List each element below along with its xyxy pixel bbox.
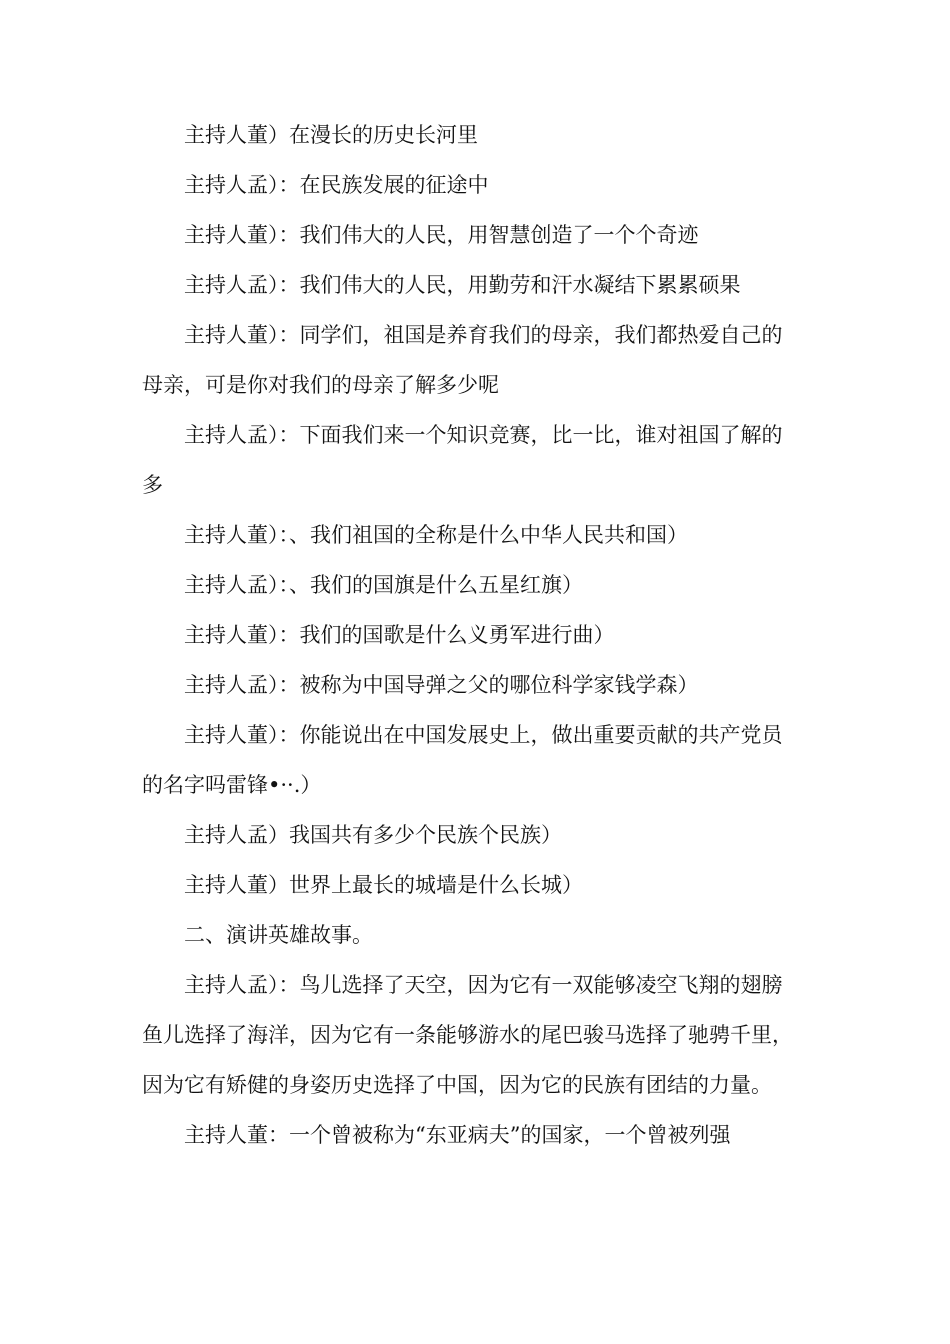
paragraph: 主持人董：一个曾被称为“东亚病夫”的国家，一个曾被列强: [184, 1123, 731, 1147]
paragraph: 主持人孟）：被称为中国导弹之父的哪位科学家钱学森）: [184, 673, 699, 697]
section-heading: 二、演讲英雄故事。: [184, 923, 373, 947]
paragraph: 主持人孟）：在民族发展的征途中: [184, 173, 489, 197]
paragraph: 主持人董）：同学们，祖国是养育我们的母亲，我们都热爱自己的母亲，可是你对我们的母亲了解多少呢: [142, 323, 783, 397]
paragraph: 主持人孟）我国共有多少个民族个民族）: [184, 823, 562, 847]
paragraph: 主持人孟）：下面我们来一个知识竞赛，比一比，谁对祖国了解的多: [142, 423, 783, 497]
paragraph: 主持人孟）：鸟儿选择了天空，因为它有一双能够凌空飞翔的翅膀鱼儿选择了海洋，因为它有一条能够游水的尾巴骏马选择了驰骋千里，因为它有矫健的身姿历史选择了中国，因为它的民族有团结的力量。: [142, 973, 793, 1097]
document-body: [142, 110, 802, 1160]
paragraph: 主持人孟）：我们伟大的人民，用勤劳和汗水凝结下累累硕果: [184, 273, 741, 297]
paragraph: 主持人董）世界上最长的城墙是什么长城）: [184, 873, 583, 897]
paragraph: 主持人孟）：、我们的国旗是什么五星红旗）: [184, 573, 583, 597]
paragraph: 主持人董）：我们的国歌是什么义勇军进行曲）: [184, 623, 615, 647]
paragraph: 主持人董）在漫长的历史长河里: [184, 123, 478, 147]
paragraph: 主持人董）：、我们祖国的全称是什么中华人民共和国）: [184, 523, 688, 547]
paragraph: 主持人董）：你能说出在中国发展史上，做出重要贡献的共产党员的名字吗雷锋•··.）: [142, 723, 783, 797]
paragraph: 主持人董）：我们伟大的人民，用智慧创造了一个个奇迹: [184, 223, 699, 247]
